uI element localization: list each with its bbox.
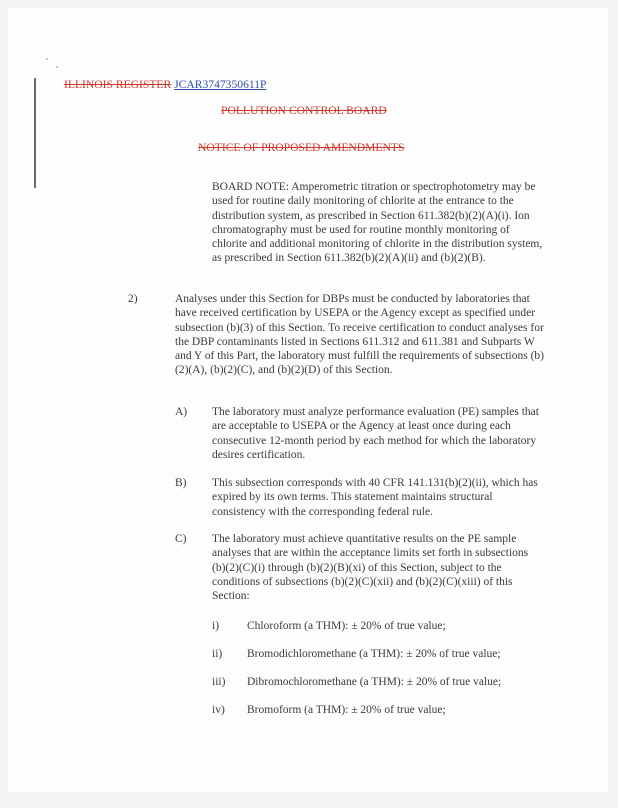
document-page xyxy=(8,8,608,792)
limit-i-text: Chloroform (a THM): ± 20% of true value; xyxy=(247,620,446,632)
scan-speck xyxy=(56,66,58,68)
limit-iv-text: Bromoform (a THM): ± 20% of true value; xyxy=(247,704,446,716)
margin-revision-bar xyxy=(34,78,36,188)
board-title: POLLUTION CONTROL BOARD xyxy=(221,104,387,117)
notice-title: NOTICE OF PROPOSED AMENDMENTS xyxy=(198,141,405,154)
board-note: BOARD NOTE: Amperometric titration or spectrophotometry may be used for routine daily monitoring of chlorite at the entrance to the distribution system, as prescribed in Section 611.382(b)(2)(A)(i). Ion chromatography must be used for routine monthly monitoring of chlorite and additional monitoring of chlorite in the distribution system, as prescribed in Section 611.382(b)(2)(A)(ii) and (b)(2)(B). xyxy=(212,181,543,265)
item-2-text: Analyses under this Section for DBPs must be conducted by laboratories that have received certification by USEPA or the Agency except as specified under subsection (b)(3) of this Section. To receive certification to conduct analyses for the DBP contaminants listed in Sections 611.312 and 611.381 and Subparts W and Y of this Part, the laboratory must fulfill the requirements of subsections (b)(2)(A), (b)(2)(C), and (b)(2)(D) of this Section. xyxy=(175,293,544,377)
limit-ii-label: ii) xyxy=(212,648,223,660)
limit-iv-label: iv) xyxy=(212,704,225,716)
register-header xyxy=(64,78,266,91)
subitem-b-text: This subsection corresponds with 40 CFR 141.131(b)(2)(ii), which has expired by its own terms. This statement maintains structural consistency with the corresponding federal rule. xyxy=(212,477,538,518)
limit-ii-text: Bromodichloromethane (a THM): ± 20% of true value; xyxy=(247,648,501,660)
limit-iii-label: iii) xyxy=(212,676,226,688)
subitem-b-label: B) xyxy=(175,477,187,489)
subitem-c-label: C) xyxy=(175,533,187,545)
scan-speck xyxy=(46,58,48,60)
limit-i-label: i) xyxy=(212,620,220,632)
subitem-a-label: A) xyxy=(175,406,188,418)
subitem-a-text: The laboratory must analyze performance evaluation (PE) samples that are acceptable to USEPA or the Agency at least once during each consecutive 12-month period by each method for which the laboratory desires certification. xyxy=(212,406,539,461)
subitem-c-text: The laboratory must achieve quantitative results on the PE sample analyses that are within the acceptance limits set forth in subsections (b)(2)(C)(i) through (b)(2)(B)(xi) of this Section, subject to the conditions of subsections (b)(2)(C)(xii) and (b)(2)(C)(xiii) of this Section: xyxy=(212,533,529,603)
jcar-code: JCAR3747350611P xyxy=(174,78,267,91)
register-title: ILLINOIS REGISTER xyxy=(64,78,172,91)
item-2-label: 2) xyxy=(128,293,138,305)
limit-iii-text: Dibromochloromethane (a THM): ± 20% of true value; xyxy=(247,676,502,688)
